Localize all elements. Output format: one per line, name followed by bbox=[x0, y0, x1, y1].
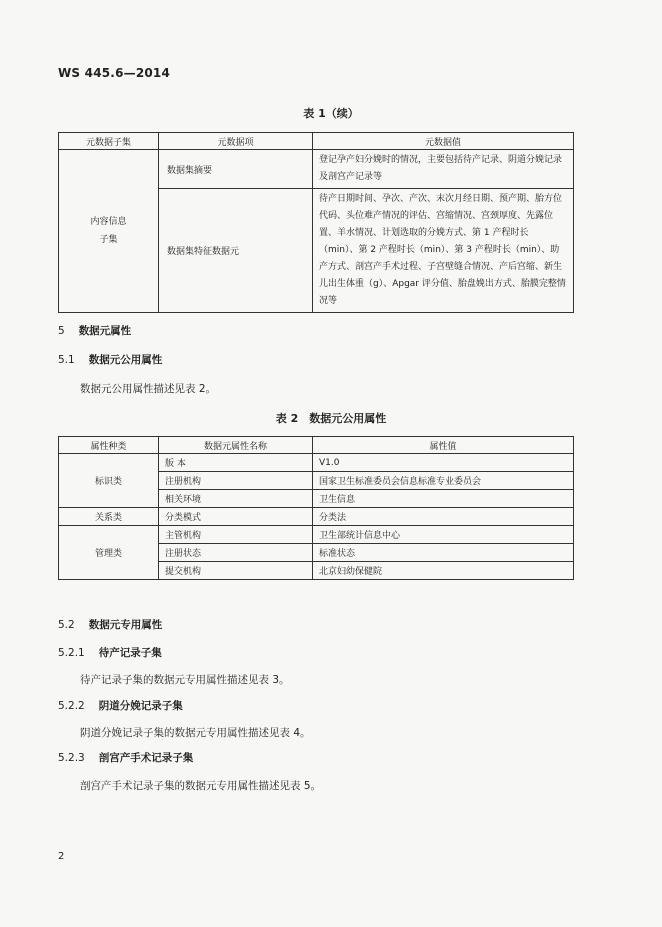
name-cell: 注册状态 bbox=[159, 544, 313, 562]
section-title: 数据元公用属性 bbox=[88, 354, 163, 366]
value-cell: 卫生部统计信息中心 bbox=[313, 526, 574, 544]
value-cell: V1.0 bbox=[313, 454, 574, 472]
table2-caption: 表 2 数据元公用属性 bbox=[275, 412, 387, 425]
table1-header-item: 元数据项 bbox=[159, 133, 313, 150]
section-number: 5 bbox=[58, 325, 65, 337]
name-cell: 版 本 bbox=[159, 454, 313, 472]
section-5-1-heading bbox=[58, 352, 162, 367]
name-cell: 分类模式 bbox=[159, 508, 313, 526]
category-cell: 管理类 bbox=[59, 526, 159, 580]
section-number: 5.2.1 bbox=[58, 647, 85, 659]
table2-header-name: 数据元属性名称 bbox=[159, 437, 313, 454]
section-title: 数据元属性 bbox=[78, 325, 132, 337]
section-title: 剖宫产手术记录子集 bbox=[98, 752, 194, 764]
section-title: 数据元专用属性 bbox=[88, 619, 163, 631]
table2 bbox=[58, 436, 574, 580]
value-cell: 国家卫生标准委员会信息标准专业委员会 bbox=[313, 472, 574, 490]
section-5-2-2-text: 阴道分娩记录子集的数据元专用属性描述见表 4。 bbox=[80, 727, 311, 739]
name-cell: 注册机构 bbox=[159, 472, 313, 490]
table2-header-value: 属性值 bbox=[313, 437, 574, 454]
value-cell: 分类法 bbox=[313, 508, 574, 526]
item-cell: 数据集特征数据元 bbox=[159, 189, 313, 313]
table-row bbox=[59, 454, 574, 472]
section-number: 5.2.3 bbox=[58, 752, 85, 764]
name-cell: 提交机构 bbox=[159, 562, 313, 580]
value-cell: 北京妇幼保健院 bbox=[313, 562, 574, 580]
section-5-2-2-heading bbox=[58, 698, 183, 713]
table1-header-value: 元数据值 bbox=[313, 133, 574, 150]
table2-header-category: 属性种类 bbox=[59, 437, 159, 454]
section-number: 5.2 bbox=[58, 619, 75, 631]
table1-caption: 表 1（续） bbox=[303, 107, 359, 120]
section-title: 待产记录子集 bbox=[98, 647, 162, 659]
item-cell: 数据集摘要 bbox=[159, 150, 313, 189]
category-cell: 关系类 bbox=[59, 508, 159, 526]
table1-header-row bbox=[59, 133, 574, 150]
table1-header-subset: 元数据子集 bbox=[59, 133, 159, 150]
name-cell: 相关环境 bbox=[159, 490, 313, 508]
subset-label: 内容信息子集 bbox=[90, 217, 127, 245]
table-row bbox=[59, 150, 574, 189]
table-row bbox=[59, 508, 574, 526]
section-5-2-3-text: 剖宫产手术记录子集的数据元专用属性描述见表 5。 bbox=[80, 780, 322, 792]
category-cell: 标识类 bbox=[59, 454, 159, 508]
section-5-2-1-heading bbox=[58, 645, 162, 660]
value-cell: 标准状态 bbox=[313, 544, 574, 562]
section-5-2-3-heading bbox=[58, 750, 193, 765]
section-5-2-1-text: 待产记录子集的数据元专用属性描述见表 3。 bbox=[80, 674, 290, 686]
value-cell: 卫生信息 bbox=[313, 490, 574, 508]
page-number: 2 bbox=[58, 851, 65, 862]
value-cell: 登记孕产妇分娩时的情况，主要包括待产记录、阴道分娩记录及剖宫产记录等 bbox=[313, 150, 574, 189]
subset-cell bbox=[59, 150, 159, 313]
section-number: 5.2.2 bbox=[58, 700, 85, 712]
section-number: 5.1 bbox=[58, 354, 75, 366]
table-row bbox=[59, 526, 574, 544]
standard-code: WS 445.6—2014 bbox=[58, 66, 171, 80]
section-5-2-heading bbox=[58, 617, 162, 632]
table2-header-row bbox=[59, 437, 574, 454]
value-cell: 待产日期时间、孕次、产次、末次月经日期、预产期、胎方位代码、头位难产情况的评估、宫缩情况、宫颈厚度、先露位置、羊水情况、计划选取的分娩方式、第 1 产程时长（min）、第 2 产程时长（min）、第 3 产程时长（min）、助产方式、剖宫产手术过程、子宫壁缝合情况、产后宫缩、新生儿出生体重（g）、Apgar 评分值、胎盘娩出方式、胎膜完整情况等 bbox=[313, 189, 574, 313]
section-5-1-text: 数据元公用属性描述见表 2。 bbox=[80, 383, 217, 395]
section-5-heading bbox=[58, 323, 131, 338]
section-title: 阴道分娩记录子集 bbox=[98, 700, 183, 712]
name-cell: 主管机构 bbox=[159, 526, 313, 544]
table1 bbox=[58, 132, 574, 313]
